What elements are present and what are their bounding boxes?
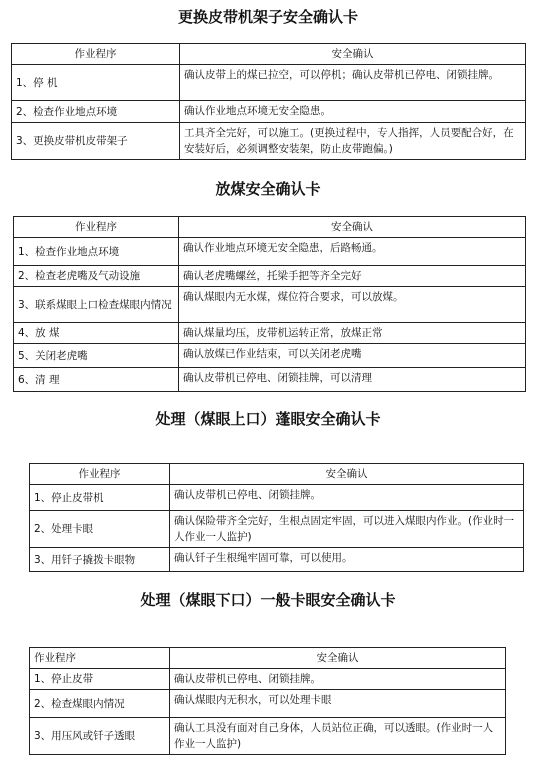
- column-header: 作业程序: [30, 464, 170, 485]
- procedure-cell: 3、用压风或钎子透眼: [30, 718, 170, 755]
- procedure-cell: 1、检查作业地点环境: [14, 238, 179, 266]
- confirmation-cell: 确认放煤已作业结束，可以关闭老虎嘴: [179, 344, 526, 368]
- procedure-cell: 3、联系煤眼上口检查煤眼内情况: [14, 287, 179, 323]
- column-header: 安全确认: [170, 464, 524, 485]
- procedure-cell: 1、停 机: [12, 65, 180, 101]
- procedure-cell: 6、清 理: [14, 368, 179, 392]
- safety-card-table: [11, 43, 526, 160]
- confirmation-cell: 确认工具没有面对自己身体，人员站位正确，可以透眼。(作业时一人作业一人监护): [170, 718, 506, 755]
- procedure-cell: 3、用钎子撬拨卡眼物: [30, 548, 170, 572]
- confirmation-cell: 确认保险带齐全完好，生根点固定牢固，可以进入煤眼内作业。(作业时一人作业一人监护): [170, 511, 524, 548]
- procedure-cell: 4、放 煤: [14, 323, 179, 344]
- procedure-cell: 2、检查煤眼内情况: [30, 690, 170, 718]
- procedure-cell: 3、更换皮带机皮带架子: [12, 123, 180, 160]
- procedure-cell: 1、停止皮带: [30, 669, 170, 690]
- card-title: 处理（煤眼下口）一般卡眼安全确认卡: [140, 591, 396, 609]
- procedure-cell: 2、检查老虎嘴及气动设施: [14, 266, 179, 287]
- column-header: 安全确认: [170, 648, 506, 669]
- column-header: 作业程序: [12, 44, 180, 65]
- confirmation-cell: 确认作业地点环境无安全隐患，后路畅通。: [179, 238, 526, 266]
- confirmation-cell: 工具齐全完好，可以施工。(更换过程中，专人指挥，人员要配合好，在安装好后，必须调整安装架，防止皮带跑偏。): [180, 123, 526, 160]
- confirmation-cell: 确认煤量均压，皮带机运转正常，放煤正常: [179, 323, 526, 344]
- confirmation-cell: 确认皮带机已停电、闭锁挂牌，可以清理: [179, 368, 526, 392]
- safety-card-table: [29, 647, 506, 755]
- column-header: 安全确认: [180, 44, 526, 65]
- confirmation-cell: 确认作业地点环境无安全隐患。: [180, 101, 526, 123]
- procedure-cell: 5、关闭老虎嘴: [14, 344, 179, 368]
- safety-card-table: [29, 463, 524, 572]
- card-title: 处理（煤眼上口）蓬眼安全确认卡: [155, 410, 381, 428]
- column-header: 作业程序: [30, 648, 170, 669]
- card-title: 更换皮带机架子安全确认卡: [177, 8, 358, 26]
- safety-card-table: [13, 216, 526, 392]
- confirmation-cell: 确认老虎嘴螺丝，托梁手把等齐全完好: [179, 266, 526, 287]
- confirmation-cell: 确认皮带上的煤已拉空，可以停机；确认皮带机已停电、闭锁挂牌。: [180, 65, 526, 101]
- column-header: 安全确认: [179, 217, 526, 238]
- confirmation-cell: 确认煤眼内无水煤，煤位符合要求，可以放煤。: [179, 287, 526, 323]
- column-header: 作业程序: [14, 217, 179, 238]
- confirmation-cell: 确认钎子生根绳牢固可靠，可以使用。: [170, 548, 524, 572]
- confirmation-cell: 确认皮带机已停电、闭锁挂牌。: [170, 485, 524, 511]
- procedure-cell: 2、处理卡眼: [30, 511, 170, 548]
- confirmation-cell: 确认皮带机已停电、闭锁挂牌。: [170, 669, 506, 690]
- procedure-cell: 1、停止皮带机: [30, 485, 170, 511]
- procedure-cell: 2、检查作业地点环境: [12, 101, 180, 123]
- confirmation-cell: 确认煤眼内无积水，可以处理卡眼: [170, 690, 506, 718]
- card-title: 放煤安全确认卡: [215, 180, 321, 198]
